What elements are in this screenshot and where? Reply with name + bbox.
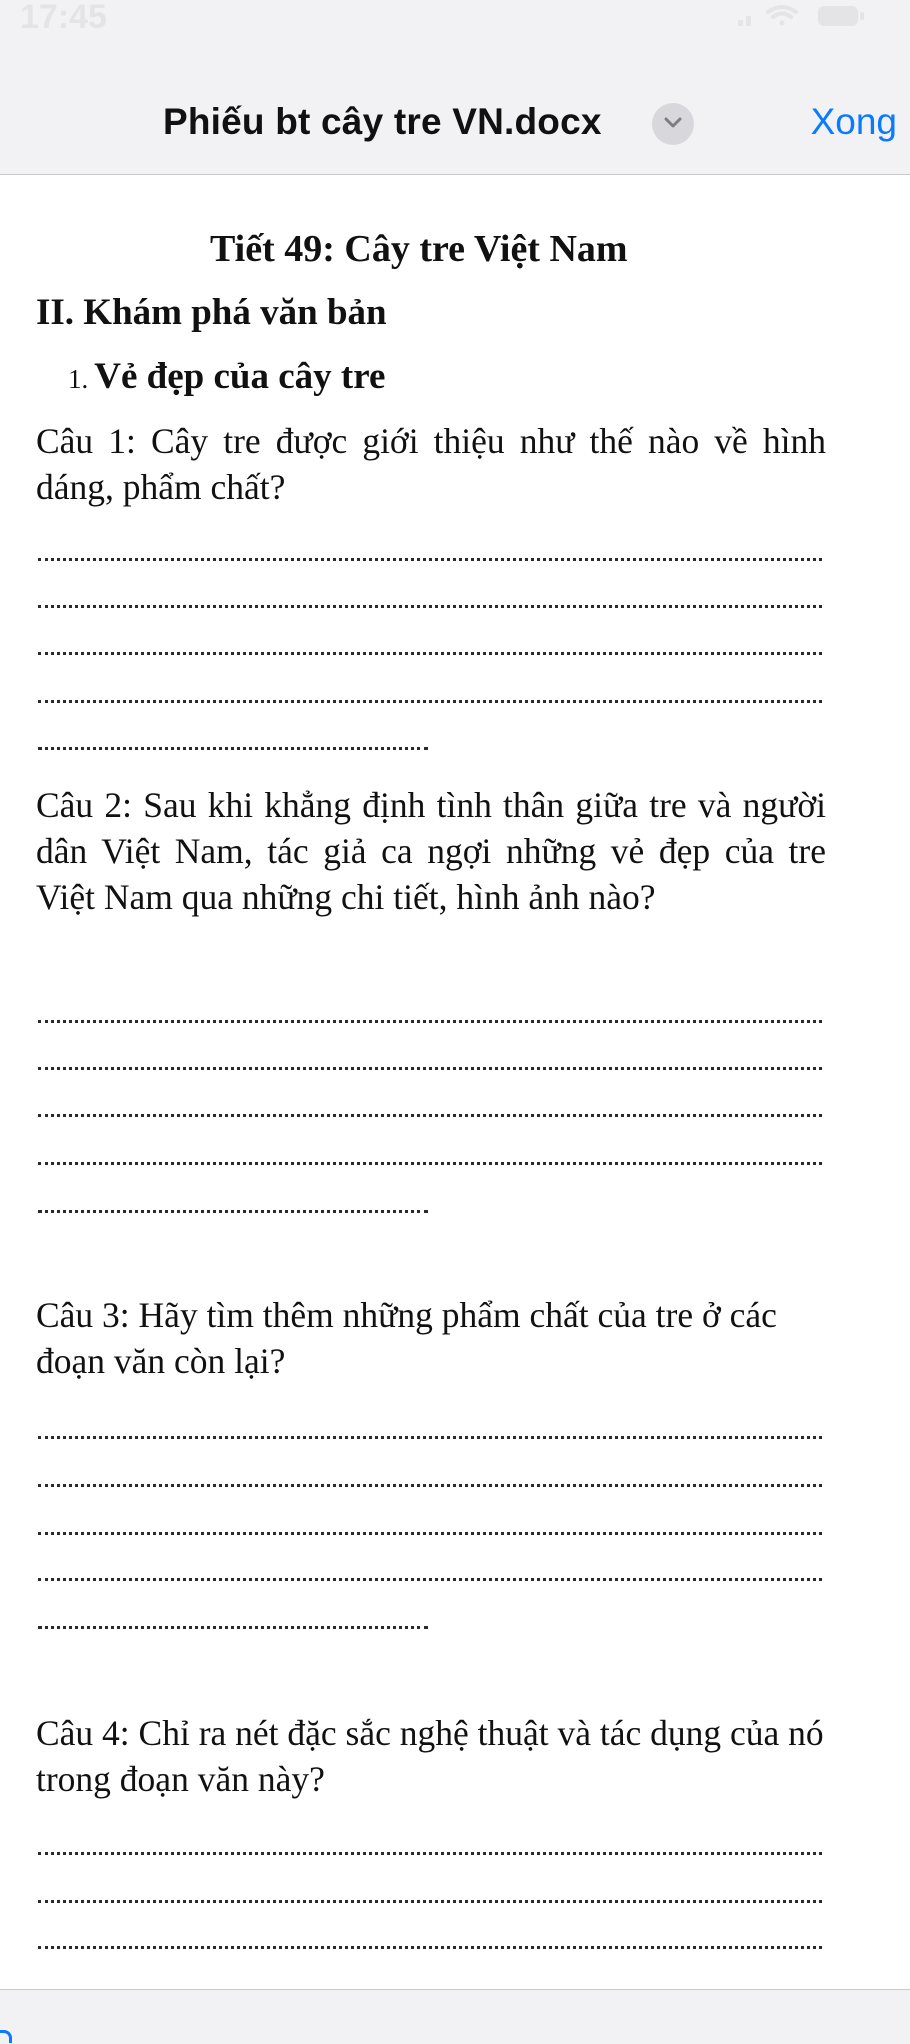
question-3: Câu 3: Hãy tìm thêm những phẩm chất của tre ở các đoạn văn còn lại?: [36, 1295, 777, 1381]
answer-line[interactable]: [38, 1578, 822, 1581]
lesson-title: Tiết 49: Cây tre Việt Nam: [210, 228, 628, 270]
status-bar: [0, 0, 910, 40]
status-time: 17:45: [20, 0, 107, 36]
answer-line[interactable]: [38, 1210, 428, 1213]
answer-line[interactable]: [38, 1900, 822, 1903]
answer-line[interactable]: [38, 1162, 822, 1165]
answer-line[interactable]: [38, 1946, 822, 1949]
question-1: Câu 1: Cây tre được giới thiệu như thế nào về hình dáng, phẩm chất?: [36, 421, 826, 507]
navigation-bar: [0, 40, 910, 175]
subsection-number: 1.: [68, 364, 89, 394]
wifi-icon: [768, 7, 796, 26]
share-icon[interactable]: [0, 2030, 12, 2043]
status-icons: [738, 4, 868, 28]
subsection-heading: [68, 354, 385, 402]
answer-line[interactable]: [38, 1436, 822, 1439]
battery-icon: [818, 6, 864, 26]
question-2: Câu 2: Sau khi khẳng định tình thân giữa tre và người dân Việt Nam, tác giả ca ngợi những vẻ đẹp của tre Việt Nam qua những chi tiết, hình ảnh nào?: [36, 785, 826, 917]
done-button[interactable]: Xong: [810, 101, 897, 142]
answer-line[interactable]: [38, 1020, 822, 1023]
section-heading: II. Khám phá văn bản: [36, 292, 387, 333]
answer-line[interactable]: [38, 700, 822, 703]
cellular-signal-icon: [738, 16, 751, 26]
answer-line[interactable]: [38, 1626, 428, 1629]
question-4: Câu 4: Chỉ ra nét đặc sắc nghệ thuật và tác dụng của nó trong đoạn văn này?: [36, 1713, 824, 1799]
answer-line[interactable]: [38, 1484, 822, 1487]
answer-line[interactable]: [38, 652, 822, 655]
subsection-title: Vẻ đẹp của cây tre: [94, 356, 386, 397]
answer-line[interactable]: [38, 1067, 822, 1070]
chevron-down-icon: [663, 116, 683, 130]
answer-line[interactable]: [38, 747, 428, 750]
title-menu-button[interactable]: [652, 103, 694, 145]
document-title[interactable]: Phiếu bt cây tre VN.docx: [163, 101, 602, 142]
answer-line[interactable]: [38, 605, 822, 608]
answer-line[interactable]: [38, 1532, 822, 1535]
bottom-toolbar: [0, 1990, 910, 2044]
answer-line[interactable]: [38, 1114, 822, 1117]
answer-line[interactable]: [38, 558, 822, 561]
answer-line[interactable]: [38, 1852, 822, 1855]
